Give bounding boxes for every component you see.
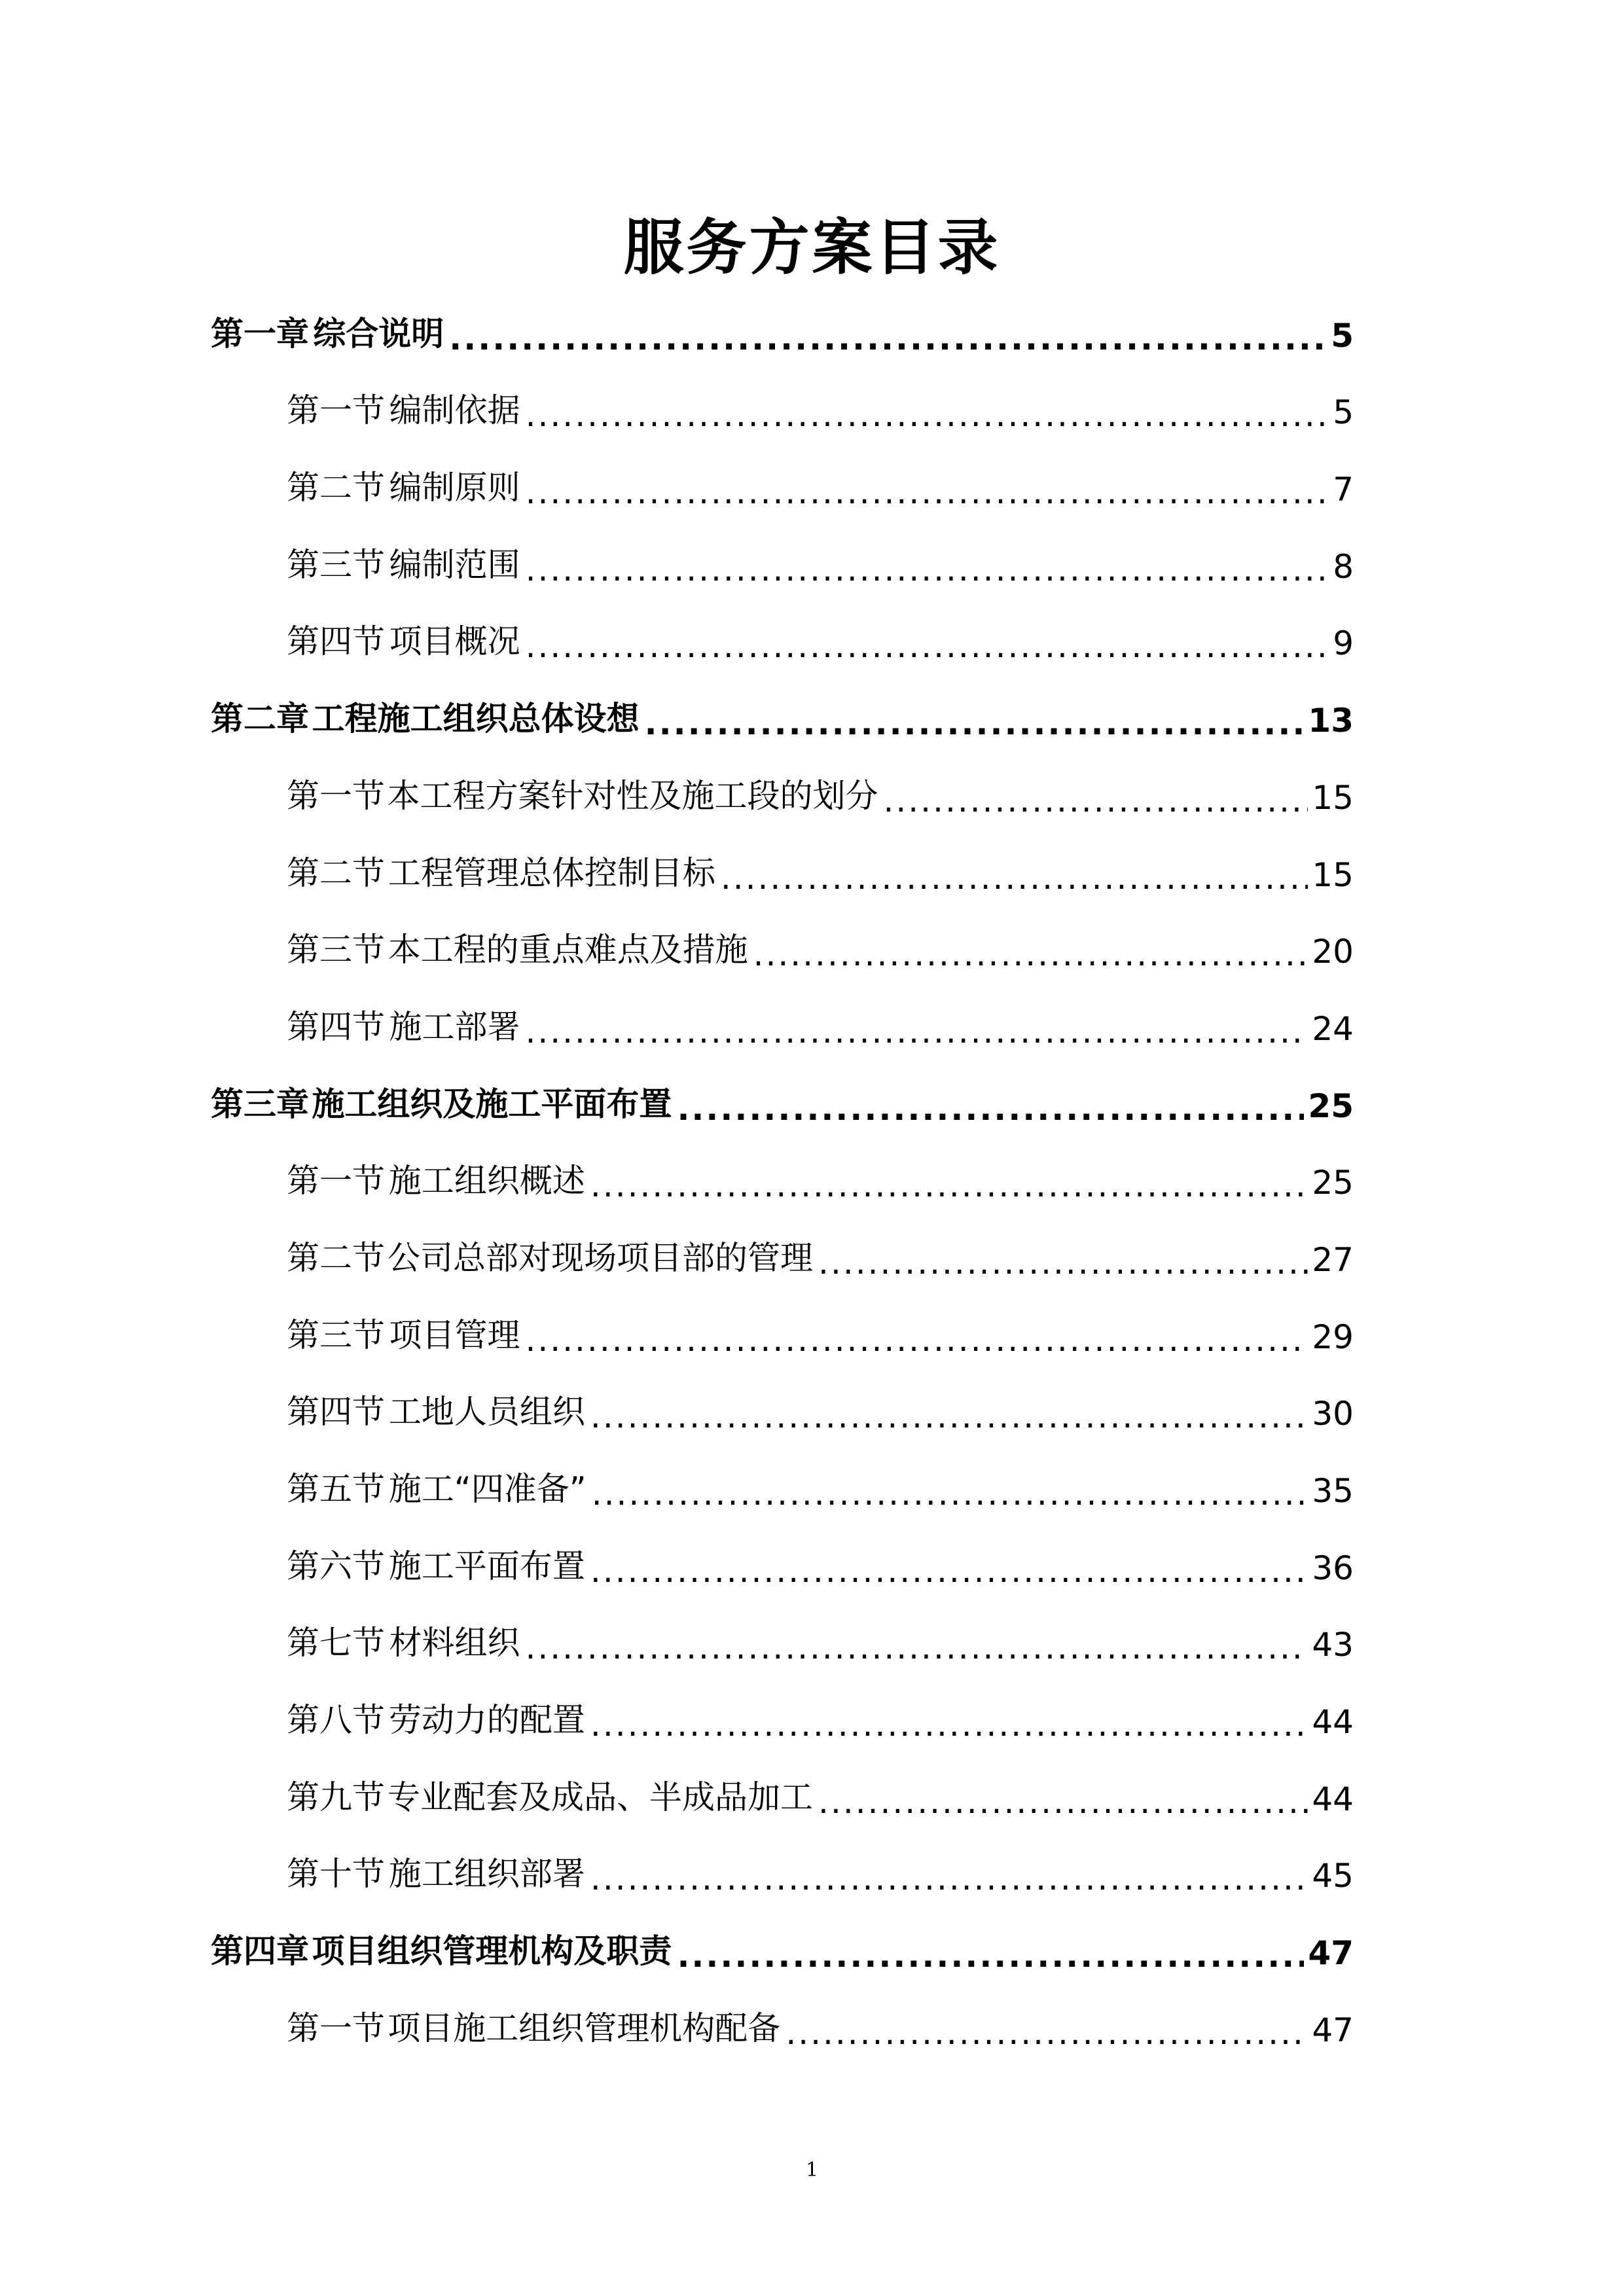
toc-dot-leader <box>677 1092 1304 1125</box>
toc-entry-page-number: 47 <box>1308 1934 1354 1973</box>
toc-entry-number: 第四节 <box>287 1393 385 1431</box>
table-of-contents <box>211 296 1354 2068</box>
toc-section-entry[interactable] <box>211 373 1354 450</box>
toc-entry-label: 材料组织 <box>389 1624 520 1662</box>
toc-dot-leader <box>590 1169 1308 1202</box>
toc-dot-leader <box>590 1400 1308 1433</box>
toc-entry-label: 编制原则 <box>389 469 520 507</box>
toc-entry-number: 第三节 <box>287 545 385 584</box>
toc-entry-page-number: 43 <box>1312 1626 1354 1664</box>
toc-section-entry[interactable] <box>211 1143 1354 1221</box>
toc-entry-page-number: 15 <box>1312 778 1354 817</box>
toc-entry-label: 施工组织部署 <box>388 1855 585 1893</box>
toc-dot-leader <box>721 861 1308 894</box>
page-title: 服务方案目录 <box>623 212 1001 283</box>
toc-dot-leader <box>645 707 1305 740</box>
toc-section-entry[interactable] <box>211 1759 1354 1837</box>
toc-entry-number: 第十节 <box>287 1855 385 1893</box>
toc-entry-page-number: 8 <box>1333 547 1354 586</box>
toc-entry-label: 施工平面布置 <box>388 1547 585 1585</box>
toc-entry-number: 第三章 <box>211 1085 309 1123</box>
toc-entry-page-number: 35 <box>1312 1472 1354 1510</box>
toc-dot-leader <box>818 1246 1308 1279</box>
toc-dot-leader <box>526 476 1329 509</box>
toc-entry-number: 第五节 <box>287 1470 385 1508</box>
toc-entry-page-number: 20 <box>1312 933 1354 971</box>
toc-section-entry[interactable] <box>211 604 1354 681</box>
toc-entry-number: 第一节 <box>287 776 385 815</box>
toc-chapter-entry[interactable] <box>211 1066 1354 1143</box>
toc-dot-leader <box>526 553 1329 586</box>
toc-entry-page-number: 36 <box>1312 1549 1354 1587</box>
toc-dot-leader <box>884 784 1308 817</box>
toc-entry-page-number: 25 <box>1308 1086 1354 1125</box>
toc-entry-label: 编制依据 <box>389 391 520 430</box>
toc-entry-label: 编制范围 <box>389 545 520 584</box>
toc-section-entry[interactable] <box>211 1837 1354 1914</box>
toc-entry-number: 第三节 <box>287 1316 385 1354</box>
toc-entry-number: 第四节 <box>287 622 385 661</box>
toc-entry-number: 第三节 <box>287 931 385 969</box>
toc-entry-label: 项目管理 <box>389 1316 520 1354</box>
toc-dot-leader <box>449 322 1327 355</box>
toc-chapter-entry[interactable] <box>211 296 1354 373</box>
toc-entry-page-number: 5 <box>1333 393 1354 432</box>
toc-entry-page-number: 44 <box>1312 1780 1354 1818</box>
toc-entry-page-number: 9 <box>1333 624 1354 663</box>
toc-entry-page-number: 13 <box>1308 702 1354 740</box>
toc-section-entry[interactable] <box>211 1220 1354 1297</box>
toc-entry-page-number: 15 <box>1312 855 1354 894</box>
toc-section-entry[interactable] <box>211 1990 1354 2068</box>
toc-entry-label: 公司总部对现场项目部的管理 <box>388 1238 814 1277</box>
toc-dot-leader <box>526 630 1329 662</box>
toc-dot-leader <box>525 1631 1308 1664</box>
toc-dot-leader <box>590 1862 1308 1895</box>
toc-section-entry[interactable] <box>211 758 1354 835</box>
toc-section-entry[interactable] <box>211 1528 1354 1605</box>
toc-entry-page-number: 24 <box>1312 1009 1354 1048</box>
toc-entry-number: 第一节 <box>287 1162 385 1200</box>
toc-entry-label: 项目组织管理机构及职责 <box>312 1932 672 1971</box>
toc-entry-label: 本工程的重点难点及措施 <box>388 931 748 969</box>
toc-entry-page-number: 30 <box>1312 1395 1354 1433</box>
toc-entry-label: 综合说明 <box>313 314 444 353</box>
toc-entry-label: 施工组织及施工平面布置 <box>312 1085 672 1123</box>
toc-chapter-entry[interactable] <box>211 681 1354 758</box>
toc-entry-page-number: 25 <box>1312 1164 1354 1202</box>
toc-dot-leader <box>525 1015 1308 1048</box>
toc-entry-page-number: 45 <box>1312 1857 1354 1895</box>
toc-entry-number: 第七节 <box>287 1624 385 1662</box>
toc-entry-label: 项目概况 <box>389 622 520 661</box>
page-number: 1 <box>805 2159 819 2181</box>
toc-entry-number: 第一节 <box>287 391 385 430</box>
toc-entry-number: 第四节 <box>287 1007 385 1046</box>
toc-entry-number: 第一节 <box>287 2009 385 2047</box>
toc-section-entry[interactable] <box>211 450 1354 527</box>
toc-dot-leader <box>590 1554 1308 1587</box>
toc-dot-leader <box>753 938 1308 971</box>
toc-entry-number: 第六节 <box>287 1547 385 1585</box>
toc-dot-leader <box>590 1708 1308 1741</box>
toc-entry-label: 施工组织概述 <box>388 1162 585 1200</box>
toc-entry-page-number: 29 <box>1312 1318 1354 1356</box>
toc-dot-leader <box>592 1477 1308 1510</box>
toc-entry-page-number: 44 <box>1312 1703 1354 1742</box>
toc-entry-page-number: 7 <box>1333 471 1354 509</box>
toc-section-entry[interactable] <box>211 1605 1354 1683</box>
toc-dot-leader <box>526 399 1329 431</box>
toc-entry-page-number: 27 <box>1312 1240 1354 1279</box>
toc-entry-number: 第四章 <box>211 1932 309 1971</box>
toc-entry-label: 工程管理总体控制目标 <box>388 853 715 892</box>
toc-section-entry[interactable] <box>211 989 1354 1066</box>
toc-entry-label: 施工“四准备” <box>388 1470 586 1508</box>
toc-entry-page-number: 5 <box>1331 316 1354 355</box>
toc-entry-number: 第九节 <box>287 1778 385 1816</box>
toc-entry-label: 工程施工组织总体设想 <box>312 700 640 738</box>
toc-entry-number: 第二节 <box>287 469 385 507</box>
toc-entry-label: 本工程方案针对性及施工段的划分 <box>387 776 878 815</box>
toc-entry-page-number: 47 <box>1312 2011 1354 2049</box>
toc-entry-label: 工地人员组织 <box>388 1393 585 1431</box>
toc-section-entry[interactable] <box>211 1451 1354 1528</box>
toc-entry-label: 专业配套及成品、半成品加工 <box>388 1778 814 1816</box>
toc-dot-leader <box>785 2017 1308 2049</box>
toc-dot-leader <box>525 1323 1308 1356</box>
toc-chapter-entry[interactable] <box>211 1913 1354 1990</box>
toc-entry-label: 施工部署 <box>389 1007 520 1046</box>
toc-entry-label: 项目施工组织管理机构配备 <box>388 2009 781 2047</box>
toc-entry-number: 第二节 <box>287 1238 385 1277</box>
toc-section-entry[interactable] <box>211 527 1354 604</box>
toc-entry-number: 第二节 <box>287 853 385 892</box>
toc-entry-label: 劳动力的配置 <box>388 1701 585 1740</box>
toc-section-entry[interactable] <box>211 1682 1354 1759</box>
toc-section-entry[interactable] <box>211 1297 1354 1374</box>
toc-section-entry[interactable] <box>211 912 1354 990</box>
toc-entry-number: 第一章 <box>211 314 309 353</box>
toc-section-entry[interactable] <box>211 835 1354 912</box>
toc-entry-number: 第八节 <box>287 1701 385 1740</box>
toc-dot-leader <box>818 1785 1308 1818</box>
toc-section-entry[interactable] <box>211 1374 1354 1452</box>
toc-entry-number: 第二章 <box>211 700 309 738</box>
toc-dot-leader <box>677 1939 1304 1972</box>
